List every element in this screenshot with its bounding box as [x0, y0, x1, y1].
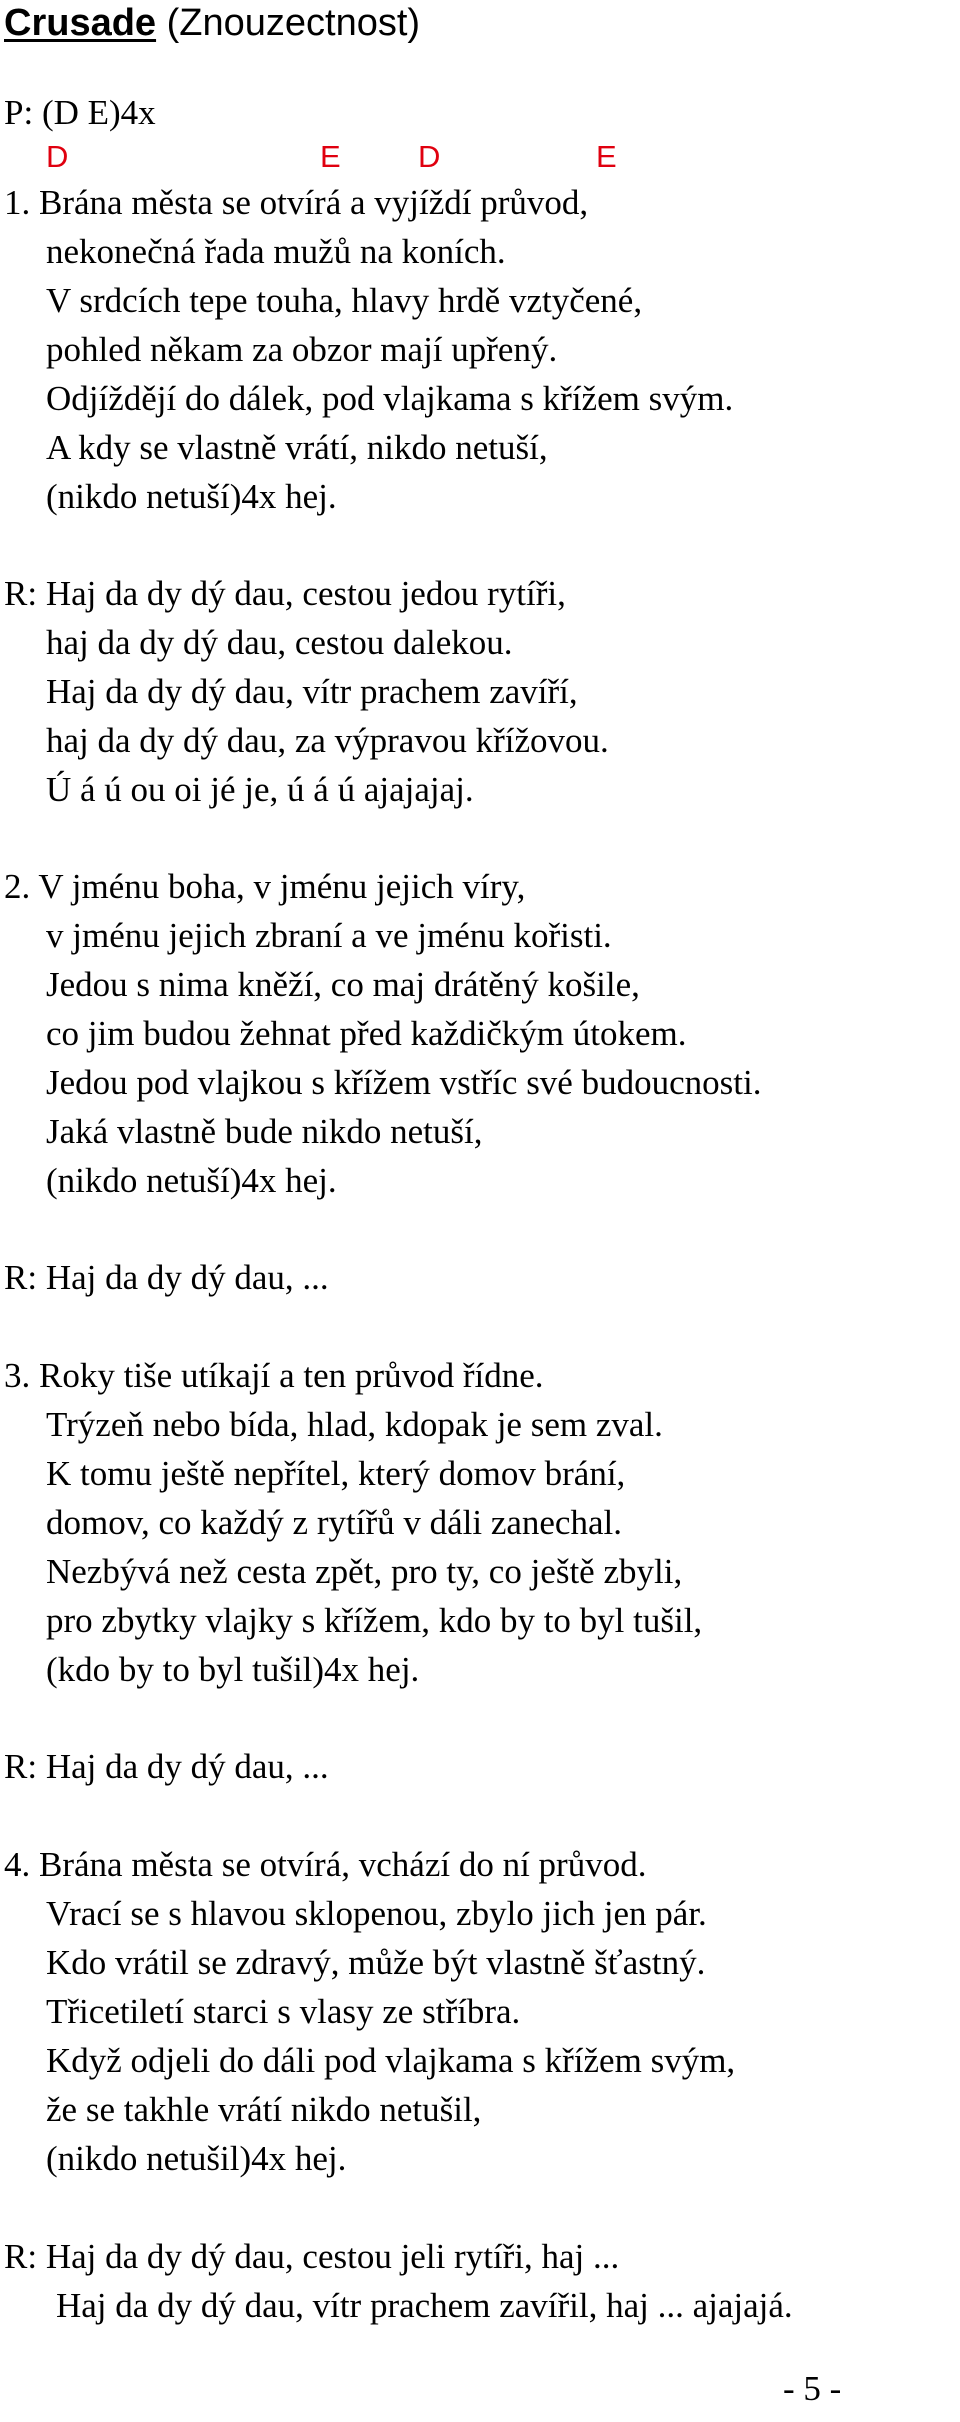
verse4-line-2: Vrací se s hlavou sklopenou, zbylo jich jen pár.: [46, 1894, 707, 1933]
verse3-line-1: 3. Roky tiše utíkají a ten průvod řídne.: [4, 1356, 544, 1395]
verse2-line-2: v jménu jejich zbraní a ve jménu kořisti.: [46, 916, 612, 955]
song-name: Crusade: [4, 2, 157, 44]
final-chorus-line-1: R: Haj da dy dý dau, cestou jeli rytíři, haj ...: [4, 2237, 620, 2276]
chorus-reference-2: R: Haj da dy dý dau, ...: [4, 1747, 329, 1786]
verse2-line-7: (nikdo netuší)4x hej.: [46, 1161, 337, 1200]
page-number: - 5 -: [783, 2369, 842, 2408]
verse1-line-4: pohled někam za obzor mají upřený.: [46, 330, 558, 369]
chorus-line-1: R: Haj da dy dý dau, cestou jedou rytíři,: [4, 574, 566, 613]
verse3-line-2: Trýzeň nebo bída, hlad, kdopak je sem zval.: [46, 1405, 663, 1444]
verse3-line-6: pro zbytky vlajky s křížem, kdo by to byl tušil,: [46, 1601, 703, 1640]
verse3-line-5: Nezbývá než cesta zpět, pro ty, co ještě zbyli,: [46, 1552, 683, 1591]
song-artist: (Znouzectnost): [166, 2, 421, 44]
verse2-line-6: Jaká vlastně bude nikdo netuší,: [46, 1112, 483, 1151]
verse4-line-6: že se takhle vrátí nikdo netušil,: [46, 2090, 482, 2129]
verse1-line-1: 1. Brána města se otvírá a vyjíždí průvod,: [4, 183, 589, 222]
verse2-line-3: Jedou s nima kněží, co maj drátěný košile,: [46, 965, 640, 1004]
chord-e-2: E: [596, 139, 617, 174]
chorus-line-2: haj da dy dý dau, cestou dalekou.: [46, 623, 513, 662]
chord-d-1: D: [46, 139, 69, 174]
final-chorus-line-2: Haj da dy dý dau, vítr prachem zavířil, haj ... ajajajá.: [56, 2286, 793, 2325]
verse3-line-3: K tomu ještě nepřítel, který domov brání,: [46, 1454, 626, 1493]
chorus-line-3: Haj da dy dý dau, vítr prachem zavíří,: [46, 672, 578, 711]
verse1-line-3: V srdcích tepe touha, hlavy hrdě vztyčené,: [46, 281, 643, 320]
verse4-line-3: Kdo vrátil se zdravý, může být vlastně šťastný.: [46, 1943, 706, 1982]
prelude-line: P: (D E)4x: [4, 93, 156, 132]
chorus-reference-1: R: Haj da dy dý dau, ...: [4, 1258, 329, 1297]
verse2-line-5: Jedou pod vlajkou s křížem vstříc své budoucnosti.: [46, 1063, 762, 1102]
chorus-line-4: haj da dy dý dau, za výpravou křížovou.: [46, 721, 609, 760]
verse1-line-5: Odjíždějí do dálek, pod vlajkama s křížem svým.: [46, 379, 734, 418]
verse3-line-7: (kdo by to byl tušil)4x hej.: [46, 1650, 420, 1689]
verse4-line-5: Když odjeli do dáli pod vlajkama s křížem svým,: [46, 2041, 736, 2080]
verse2-line-1: 2. V jménu boha, v jménu jejich víry,: [4, 867, 526, 906]
verse3-line-4: domov, co každý z rytířů v dáli zanechal.: [46, 1503, 622, 1542]
verse4-line-1: 4. Brána města se otvírá, vchází do ní průvod.: [4, 1845, 647, 1884]
chorus-line-5: Ú á ú ou oi jé je, ú á ú ajajajaj.: [46, 770, 474, 809]
verse2-line-4: co jim budou žehnat před každičkým útokem.: [46, 1014, 687, 1053]
verse4-line-7: (nikdo netušil)4x hej.: [46, 2139, 347, 2178]
chord-d-2: D: [418, 139, 441, 174]
verse1-line-6: A kdy se vlastně vrátí, nikdo netuší,: [46, 428, 548, 467]
chord-e-1: E: [320, 139, 341, 174]
verse1-line-2: nekonečná řada mužů na koních.: [46, 232, 506, 271]
verse1-line-7: (nikdo netuší)4x hej.: [46, 477, 337, 516]
song-title: [4, 0, 420, 46]
verse4-line-4: Třicetiletí starci s vlasy ze stříbra.: [46, 1992, 521, 2031]
